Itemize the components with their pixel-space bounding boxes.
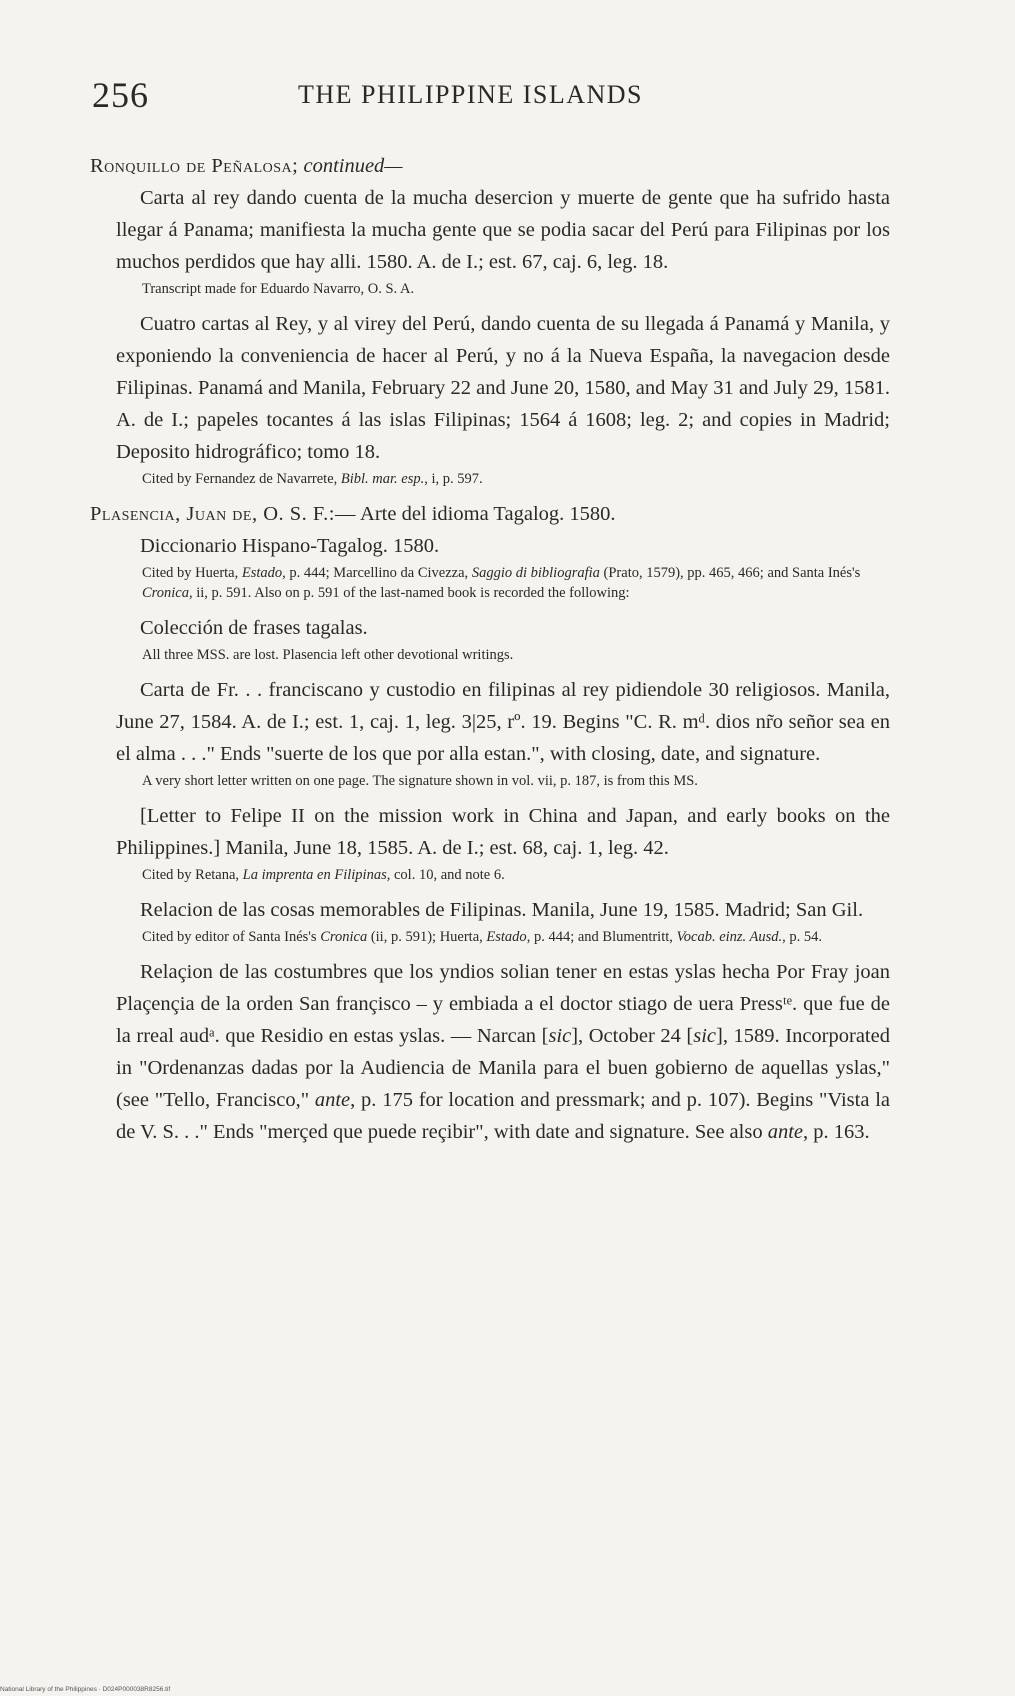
entry-note: Cited by Fernandez de Navarrete, Bibl. mar. esp., i, p. 597. (142, 471, 483, 487)
scan-credit: National Library of the Philippines · D024P000038R8256.tif (0, 1686, 171, 1693)
entry-note: All three MSS. are lost. Plasencia left other devotional writings. (142, 647, 514, 663)
page-number: 256 (92, 75, 149, 115)
entry-note: Cited by Retana, La imprenta en Filipinas, col. 10, and note 6. (142, 867, 505, 883)
entry-paragraph: Carta de Fr. . . franciscano y custodio en filipinas al rey pidiendole 30 religiosos. Manila, June 27, 1584. A. de I.; est. 1, caj. 1, leg. 3|25, rº. 19. Begins "C. R. mᵈ. dios nr̃o señor sea en el alma . . ." Ends "suerte de los que por alla estan.", with closing, date, and signature. (116, 679, 890, 765)
entry-paragraph: Cuatro cartas al Rey, y al virey del Perú, dando cuenta de su llegada á Panamá y Manila, y exponiendo la conveniencia de hacer al Perú, y no á la Nueva España, la navegacion desde Filipinas. Panamá and Manila, February 22 and June 20, 1580, and May 31 and July 29, 1581. A. de I.; papeles tocantes á las islas Filipinas; 1564 á 1608; leg. 2; and copies in Madrid; Deposito hidrográfico; tomo 18. (116, 313, 890, 463)
entry-title: Arte del idioma Tagalog. 1580. (360, 503, 616, 525)
author-name: Plasencia, Juan de, O. S. F.:— (90, 503, 357, 525)
entry-paragraph: [Letter to Felipe II on the mission work in China and Japan, and early books on the Philippines.] Manila, June 18, 1585. A. de I.; est. 68, caj. 1, leg. 42. (116, 805, 890, 859)
running-title: THE PHILIPPINE ISLANDS (298, 80, 643, 109)
entry-note: A very short letter written on one page. The signature shown in vol. vii, p. 187, is from this MS. (142, 773, 698, 789)
entry-note: Cited by Huerta, Estado, p. 444; Marcellino da Civezza, Saggio di bibliografia (Prato, 1579), pp. 465, 466; and Santa Inés's Cronica, ii, p. 591. Also on p. 591 of the last-named book is recorded the following: (142, 565, 861, 601)
entry-heading-ronquillo (90, 150, 890, 182)
entry-note: Transcript made for Eduardo Navarro, O. S. A. (142, 281, 415, 297)
entry-note: Cited by editor of Santa Inés's Cronica (ii, p. 591); Huerta, Estado, p. 444; and Blumentritt, Vocab. einz. Ausd., p. 54. (142, 929, 823, 945)
continued-label: continued— (303, 155, 403, 177)
page-header (92, 74, 952, 118)
entry-paragraph: Relaçion de las costumbres que los yndios solian tener en estas yslas hecha Por Fray joan Plaçençia de la orden San françisco – y embiada a el doctor stiago de uera Pressᵗᵉ. que fue de la rreal audᵃ. que Residio en estas yslas. — Narcan [sic], October 24 [sic], 1589. Incorporated in "Ordenanzas dadas por la Audiencia de Manila para el buen gobierno de aquellas yslas," (see "Tello, Francisco," ante, p. 175 for location and pressmark; and p. 107). Begins "Vista la de V. S. . ." Ends "merçed que puede reçibir", with date and signature. See also ante, p. 163. (116, 961, 891, 1143)
entry-paragraph: Diccionario Hispano-Tagalog. 1580. (140, 535, 440, 557)
scan-footer (0, 1678, 260, 1693)
entry-heading-plasencia (90, 498, 890, 530)
entry-paragraph: Carta al rey dando cuenta de la mucha desercion y muerte de gente que ha sufrido hasta llegar á Panama; manifiesta la mucha gente que se podia sacar del Perú para Filipinas por los muchos perdidos que hay alli. 1580. A. de I.; est. 67, caj. 6, leg. 18. (116, 187, 890, 273)
entry-paragraph: Colección de frases tagalas. (140, 617, 368, 639)
bibliography-entries (90, 150, 891, 1148)
entry-paragraph: Relacion de las cosas memorables de Filipinas. Manila, June 19, 1585. Madrid; San Gil. (140, 899, 864, 921)
author-name: Ronquillo de Peñalosa; (90, 155, 299, 177)
